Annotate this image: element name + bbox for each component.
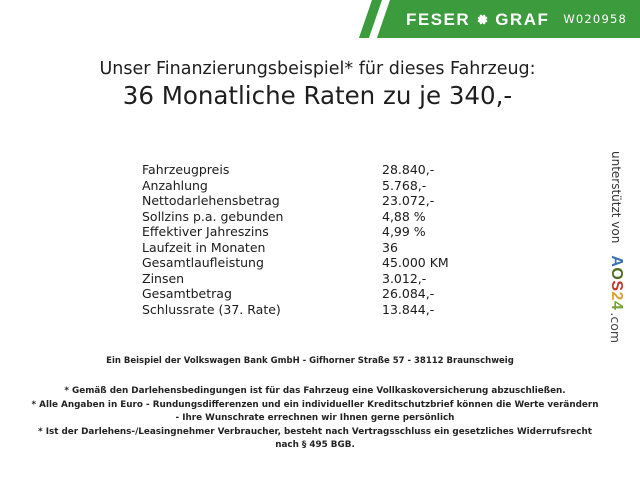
- brand-name-right: GRAF: [495, 9, 550, 29]
- table-row: [142, 255, 449, 271]
- aos24-letter: 2: [608, 291, 625, 301]
- brand-name-left: FESER: [406, 9, 471, 29]
- row-value: 3.012,-: [382, 270, 427, 286]
- row-label: Gesamtbetrag: [142, 286, 232, 301]
- row-value: 45.000 KM: [382, 255, 449, 270]
- side-credit-label: unterstützt von: [609, 150, 623, 244]
- aos24-letter: S: [608, 280, 625, 292]
- row-value: 4,99 %: [382, 224, 426, 239]
- aos24-letter: A: [608, 255, 625, 268]
- disclaimer-line: - Ihre Wunschrate errechnen wir Ihnen gerne persönlich: [175, 413, 455, 424]
- brand-logo: [406, 11, 549, 28]
- table-row: [142, 162, 449, 178]
- headline: [0, 57, 635, 110]
- row-label: Effektiver Jahreszins: [142, 224, 269, 239]
- row-value: 23.072,-: [382, 193, 435, 208]
- row-label: Anzahlung: [142, 177, 208, 193]
- row-label: Sollzins p.a. gebunden: [142, 208, 284, 224]
- disclaimer-line: * Alle Angaben in Euro - Rundungsdifferenzen und ein individueller Kreditschutzbrief können die Werte verändern: [31, 399, 599, 410]
- disclaimer-line: * Gemäß den Darlehensbedingungen ist für das Fahrzeug eine Vollkaskoversicherung abzuschließen.: [64, 386, 566, 396]
- row-label: Fahrzeugpreis: [142, 162, 230, 177]
- side-credit: [607, 151, 625, 343]
- side-credit-domain: .com: [608, 312, 624, 344]
- header-banner-content: [406, 0, 627, 38]
- row-label: Zinsen: [142, 270, 185, 286]
- headline-line1: Unser Finanzierungsbeispiel* für dieses Fahrzeug:: [99, 59, 536, 79]
- finance-table: [142, 162, 449, 317]
- disclaimer-line: nach § 495 BGB.: [275, 440, 355, 451]
- row-label: Gesamtlaufleistung: [142, 255, 264, 270]
- row-value: 5.768,-: [382, 177, 427, 193]
- table-row: [142, 286, 449, 302]
- row-label: Laufzeit in Monaten: [142, 239, 266, 255]
- table-row: [142, 302, 449, 318]
- row-value: 26.084,-: [382, 286, 435, 301]
- aos24-letter: 4: [608, 300, 625, 311]
- disclaimer-block: [10, 385, 620, 453]
- row-value: 4,88 %: [382, 208, 426, 224]
- aos24-logo: [607, 255, 625, 310]
- clover-icon: [475, 12, 490, 27]
- headline-line2: 36 Monatliche Raten zu je 340,-: [122, 81, 513, 110]
- vehicle-ref-code: W020958: [563, 11, 627, 26]
- table-row: [142, 209, 449, 225]
- row-value: 36: [382, 239, 398, 255]
- disclaimer-line: * Ist der Darlehens-/Leasingnehmer Verbraucher, besteht nach Vertragsschluss ein gesetzliches Widerrufsrecht: [38, 426, 592, 437]
- table-row: [142, 178, 449, 194]
- bank-source-line: Ein Beispiel der Volkswagen Bank GmbH - Gifhorner Straße 57 - 38112 Braunschweig: [106, 356, 514, 366]
- table-row: [142, 240, 449, 256]
- row-value: 28.840,-: [382, 162, 435, 177]
- row-label: Schlussrate (37. Rate): [142, 301, 281, 317]
- table-row: [142, 193, 449, 209]
- aos24-letter: O: [608, 267, 625, 281]
- row-label: Nettodarlehensbetrag: [142, 193, 280, 208]
- table-row: [142, 271, 449, 287]
- table-row: [142, 224, 449, 240]
- row-value: 13.844,-: [382, 301, 435, 317]
